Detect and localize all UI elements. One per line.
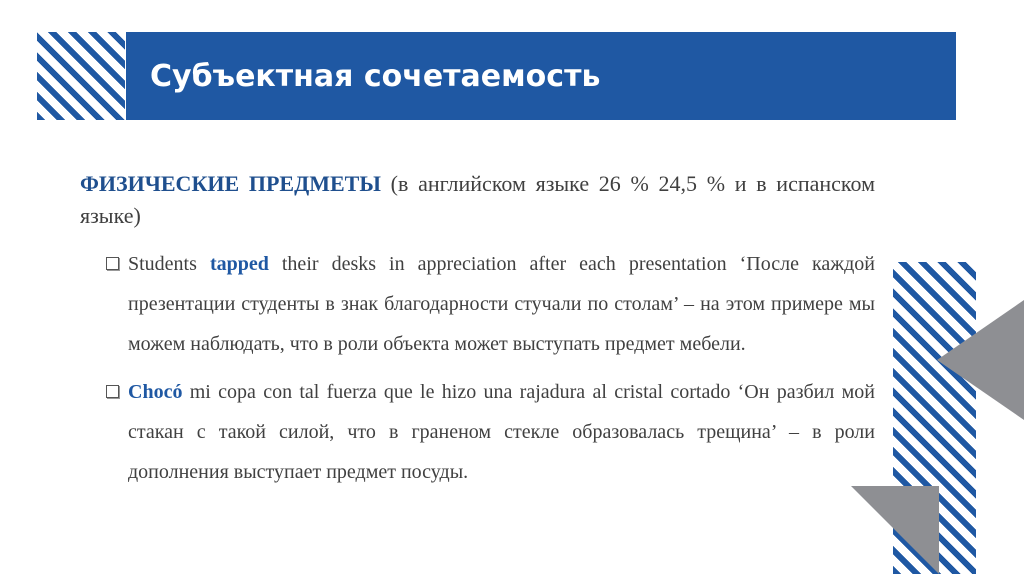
slide-title: Субъектная сочетаемость <box>150 58 601 94</box>
bullet-keyword: Chocó <box>128 381 183 403</box>
decorative-triangle-upper <box>937 300 1024 420</box>
section-heading <box>80 168 875 232</box>
bullet-text: their desks in appreciation after each presentation ‘После каждой презентации студенты в знак благодарности стучали по столам’ – на этом примере мы можем наблюдать, что в роли объекта может выступать предмет мебели. <box>128 253 875 355</box>
slide-content <box>80 168 875 492</box>
checkbox-bullet-icon <box>106 257 119 270</box>
bullet-lead: Students <box>128 253 210 275</box>
bullet-text: mi copa con tal fuerza que le hizo una rajadura al cristal cortado ‘Он разбил мой стакан с такой силой, что в граненом стекле образовалась трещина’ – в роли дополнения выступает предмет посуды. <box>128 381 875 483</box>
title-bar <box>126 32 956 120</box>
decorative-triangle-lower <box>851 486 939 574</box>
heading-rest: (в английском языке 26 % 24,5 % и в испанском языке) <box>80 171 875 228</box>
heading-strong: ФИЗИЧЕСКИЕ ПРЕДМЕТЫ <box>80 171 381 196</box>
bullet-item <box>128 244 875 364</box>
decorative-stripes-top-left <box>37 32 125 120</box>
bullet-item <box>128 372 875 492</box>
checkbox-bullet-icon <box>106 385 119 398</box>
bullet-keyword: tapped <box>209 253 269 275</box>
